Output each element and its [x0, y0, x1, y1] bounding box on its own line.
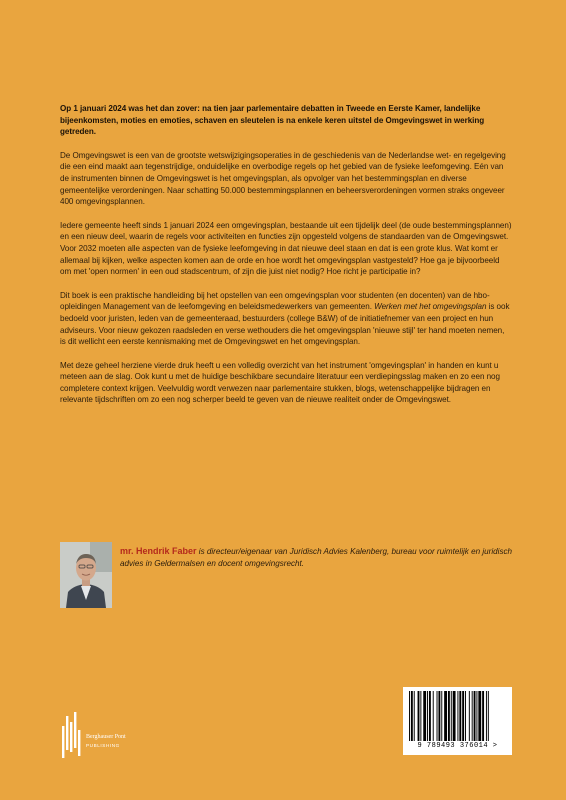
isbn-number: 9 789493 376014 > — [417, 742, 498, 750]
publisher-name: Berghauser Pont — [86, 734, 126, 740]
barcode-bar — [465, 691, 466, 741]
barcode-bar — [437, 691, 438, 741]
barcode-bar — [433, 691, 434, 741]
barcode-bar — [472, 691, 473, 741]
barcode-bar — [438, 691, 440, 741]
intro-paragraph: Op 1 januari 2024 was het dan zover: na tien jaar parlementaire debatten in Tweede en Eerste Kamer, landelijke bijeenkomsten, moties en emoties, schaven en sleutelen is na enkele keren uitstel de Omgevingswet in werking getreden. — [60, 104, 485, 137]
paragraph-1: De Omgevingswet is een van de grootste wetswijzigingsoperaties in de geschiedenis van de Nederlandse wet- en regelgeving die een eind maakt aan tegenstrijdige, onduidelijke en overbodige regels op het gebied van de fysieke leefomgeving. Eén van de instrumenten binnen de Omgevingswet is het omgevingsplan, als opvolger van het bestemmingsplan en diverse gemeentelijke verordeningen. Naar schatting 50.000 bestemmingsplannen en beheersverordeningen vormen straks ongeveer 400 omgevingsplannen. — [60, 150, 506, 207]
barcode-bar — [482, 691, 484, 741]
barcode-bar — [448, 691, 450, 741]
author-bio — [120, 546, 514, 569]
barcode-bar — [441, 691, 442, 741]
paragraph-3-part1: Dit boek is een praktische handleiding bij het opstellen van een omgevingsplan voor studenten (en docenten) van de hbo-opleidingen Management van de leefomgeving en beleidsmedewerkers van gemeenten. — [60, 290, 490, 312]
barcode-bar — [444, 691, 447, 741]
author-section — [60, 542, 514, 638]
paragraph-3 — [60, 290, 512, 348]
barcode-bar — [453, 691, 456, 741]
barcode-bar — [457, 691, 458, 741]
paragraph-2: Iedere gemeente heeft sinds 1 januari 2024 een omgevingsplan, bestaande uit een tijdelijk deel (de oude bestemmingsplannen) en een nieuw deel, waarin de regels voor activiteiten en functies zijn opgesteld volgens de standaarden van de Omgevingswet. Voor 2032 moeten alle aspecten van de fysieke leefomgeving in dat nieuwe deel staan en dat is een grote klus. Wat komt er allemaal bij kijken, welke aspecten komen aan de orde en hoe wordt het omgevingsplan vastgesteld? Hoe ga je bijvoorbeeld om met 'open normen' in een oud stadscentrum, of zijn die juist niet nodig? Hoe richt je participatie in? — [60, 220, 512, 277]
publisher-subtitle: PUBLISHING — [86, 743, 120, 748]
barcode-bar — [476, 691, 477, 741]
barcode-bar — [423, 691, 426, 741]
barcode-bar — [409, 691, 410, 741]
barcode-bar — [451, 691, 452, 741]
paragraph-4: Met deze geheel herziene vierde druk heeft u een volledig overzicht van het instrument 'omgevingsplan' in handen en kunt u meteen aan de slag. Ook kunt u met de huidige beschikbare secundaire literatuur een verdiepingsslag maken en zo een nog completere context krijgen. Veelvuldig wordt verwezen naar parlementaire stukken, blogs, wetenschappelijke bijdragen en relevante tijdschriften om zo een nog scherper beeld te geven van de nieuwe realiteit onder de Omgevingswet. — [60, 360, 500, 405]
paragraph-3-part2: is ook bedoeld voor juristen, leden van de gemeenteraad, bestuurders (college B&W) of de initiatiefnemer van een project en hun adviseurs. Voor nieuw gekozen raadsleden en verse wethouders die het omgevingsplan 'nieuwe stijl' ter hand moeten nemen, is dit wellicht een eerste kennismaking met de Omgevingswet en het omgevingsplan. — [60, 302, 510, 347]
barcode-bar — [478, 691, 481, 741]
barcode-bar — [486, 691, 487, 741]
book-title-italic: Werken met het omgevingsplan — [374, 302, 487, 312]
barcode-bar — [429, 691, 431, 741]
barcode-bars — [407, 691, 508, 741]
barcode-bar — [414, 691, 415, 741]
barcode-bar — [488, 691, 489, 741]
isbn-barcode — [403, 687, 512, 755]
barcode-bar — [474, 691, 476, 741]
author-name: mr. Hendrik Faber — [120, 546, 197, 556]
barcode-bar — [420, 691, 421, 741]
publisher-logo — [62, 712, 172, 762]
barcode-bar — [469, 691, 470, 741]
blurb — [60, 103, 512, 418]
barcode-bar — [427, 691, 428, 741]
barcode-bar — [418, 691, 420, 741]
publisher-mark-icon — [62, 712, 82, 760]
barcode-bar — [459, 691, 461, 741]
author-description: is directeur/eigenaar van Juridisch Advies Kalenberg, bureau voor ruimtelijk en juridisch advies in Geldermalsen en docent omgevingsrecht. — [120, 547, 513, 568]
barcode-bar — [462, 691, 464, 741]
barcode-bar — [411, 691, 413, 741]
author-photo — [60, 542, 112, 608]
